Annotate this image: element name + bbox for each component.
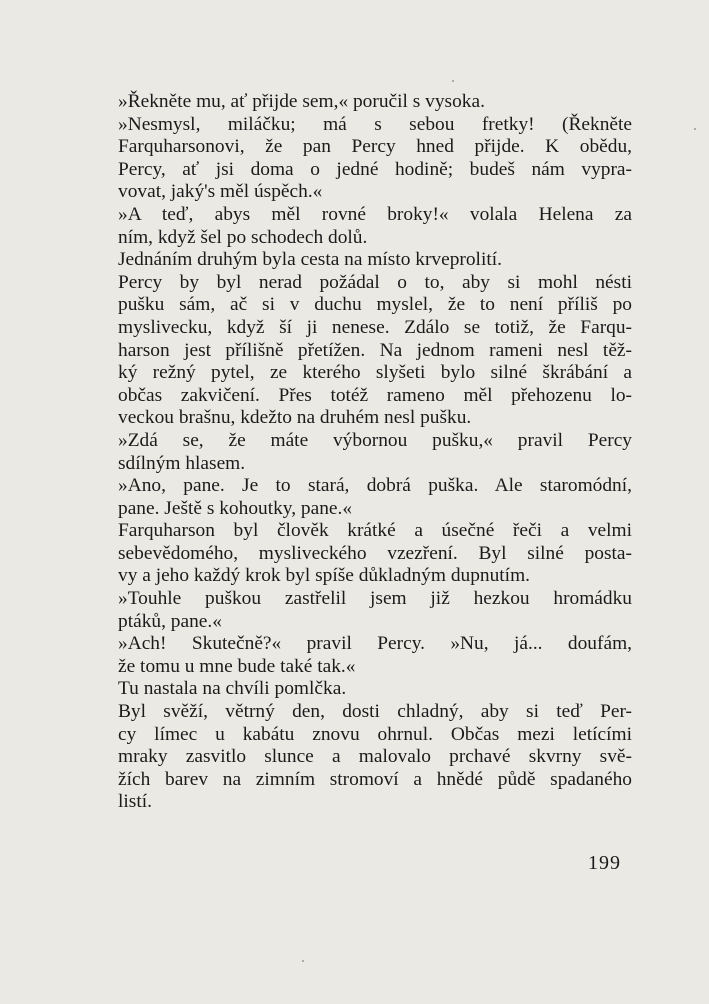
text-line: ptáků, pane.« xyxy=(118,610,222,632)
text-line: harson jest přílišně přetížen. Na jednom rameni nesl těž- xyxy=(118,339,632,361)
text-line: mraky zasvitlo slunce a malovalo prchavé skvrny svě- xyxy=(118,746,632,768)
text-line: listí. xyxy=(118,791,152,813)
text-line: veckou brašnu, kdežto na druhém nesl pušku. xyxy=(118,407,472,429)
text-line: Percy, ať jsi doma o jedné hodině; budeš nám vypra- xyxy=(118,158,632,180)
text-line: občas zakvičení. Přes totéž rameno měl přehozenu lo- xyxy=(118,384,632,406)
text-line: Tu nastala na chvíli pomlčka. xyxy=(118,678,347,700)
text-line: pane. Ještě s kohoutky, pane.« xyxy=(118,497,353,519)
text-line: »Řekněte mu, ať přijde sem,« poručil s vysoka. xyxy=(118,91,485,112)
text-line: Jednáním druhým byla cesta na místo krveprolití. xyxy=(118,249,502,271)
text-line: že tomu u mne bude také tak.« xyxy=(118,655,356,677)
text-line: »Ach! Skutečně?« pravil Percy. »Nu, já... doufám, xyxy=(118,633,632,655)
text-line: pušku sám, ač si v duchu myslel, že to není příliš po xyxy=(118,294,632,316)
paper-speck xyxy=(694,128,696,130)
page-number: 199 xyxy=(588,852,621,874)
text-line: cy límec u kabátu znovu ohrnul. Občas mezi letícími xyxy=(118,723,632,745)
paper-speck xyxy=(452,80,454,82)
text-line: Byl svěží, větrný den, dosti chladný, aby si teď Per- xyxy=(118,701,632,723)
paper-speck xyxy=(302,960,304,962)
text-line: Farquharson byl člověk krátké a úsečné řeči a velmi xyxy=(118,520,632,542)
text-line: vovat, jaký's měl úspěch.« xyxy=(118,181,323,203)
text-line: sebevědomého, mysliveckého vzezření. Byl silné posta- xyxy=(118,542,632,564)
text-line: sdílným hlasem. xyxy=(118,452,246,474)
text-line: »Nesmysl, miláčku; má s sebou fretky! (Řekněte xyxy=(118,113,632,135)
text-line: vy a jeho každý krok byl spíše důkladným dupnutím. xyxy=(118,565,530,587)
text-line: »A teď, abys měl rovné broky!« volala Helena za xyxy=(118,203,632,225)
text-line: Farquharsonovi, že pan Percy hned přijde. K obědu, xyxy=(118,136,632,158)
text-line: »Zdá se, že máte výbornou pušku,« pravil Percy xyxy=(118,429,632,451)
text-line: myslivecku, když ší ji nenese. Zdálo se totiž, že Farqu- xyxy=(118,316,632,338)
text-line: »Ano, pane. Je to stará, dobrá puška. Ale staromódní, xyxy=(118,475,632,497)
text-line: »Touhle puškou zastřelil jsem již hezkou hromádku xyxy=(118,588,632,610)
text-line: ním, když šel po schodech dolů. xyxy=(118,226,368,248)
text-line: Percy by byl nerad požádal o to, aby si mohl nésti xyxy=(118,271,632,293)
text-line: žích barev na zimním stromoví a hnědé půdě spadaného xyxy=(118,768,632,790)
text-line: ký režný pytel, ze kterého slyšeti bylo silné škrábání a xyxy=(118,362,632,384)
body-text xyxy=(118,91,632,814)
